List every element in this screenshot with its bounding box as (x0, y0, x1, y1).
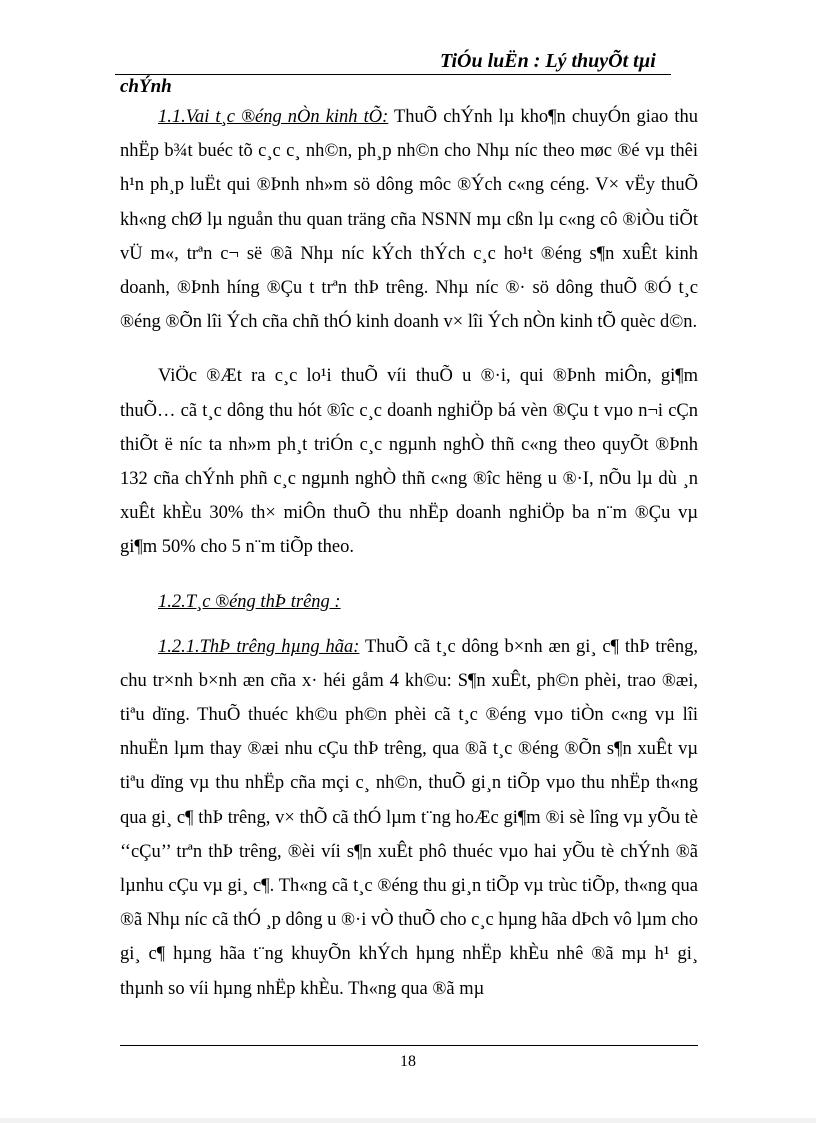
running-header-title: TiÓu luËn : Lý thuyÕt tµi (440, 50, 656, 72)
section-heading-1-2: 1.2.T¸c ®éng thÞ trêng : (158, 591, 341, 612)
page-bottom-band (0, 1118, 816, 1123)
paragraph-1-1 (120, 100, 698, 339)
paragraph-1-2-1-text: ThuÕ cã t¸c dông b×nh æn gi¸ c¶ thÞ trêng, chu tr×nh b×nh æn cña x· héi gåm 4 kh©u: S¶n xuÊt, ph©n phèi, trao ®æi, tiªu dïng. ThuÕ thuéc kh©u ph©n phèi cã t¸c ®éng vµo tiÒn c«ng vµ lîi nhuËn lµm thay ®æi nhu cÇu thÞ trêng, qua ®ã t¸c ®éng ®Õn s¶n xuÊt vµ tiªu dïng vµ thu nhËp cña mçi c¸ nh©n, thuÕ gi¸n tiÕp vµo thu nhËp th«ng qua gi¸ c¶ thÞ trêng, v× thÕ cã thÓ lµm t¨ng hoÆc gi¶m ®i sè lîng vµ yÕu tè ‘‘cÇu’’ trªn thÞ trêng, ®èi víi s¶n xuÊt phô thuéc vµo hai yÕu tè chÝnh ®ã lµnhu cÇu vµ gi¸ c¶. Th«ng cã t¸c ®éng thu gi¸n tiÕp vµ trùc tiÕp, th«ng qua ®ã Nhµ níc cã thÓ ¸p dông u ®·i vÒ thuÕ cho c¸c hµng hãa dÞch vô lµm cho gi¸ c¶ hµng hãa t¨ng khuyÕn khÝch hµng nhËp khÈu nhê ®ã mµ h¹ gi¸ thµnh so víi hµng nhËp khÈu. Th«ng qua ®ã mµ (120, 636, 698, 999)
page-number: 18 (400, 1053, 416, 1070)
section-heading-1-2-1: 1.2.1.ThÞ trêng hµng hãa: (158, 636, 360, 657)
continued-word: chÝnh (120, 76, 172, 97)
body-text (120, 100, 698, 1026)
header-rule (115, 74, 671, 75)
section-heading-1-1: 1.1.Vai t¸c ®éng nÒn kinh tÕ: (158, 107, 389, 127)
paragraph-2: ViÖc ®Æt ra c¸c lo¹i thuÕ víi thuÕ u ®·i, qui ®Þnh miÔn, gi¶m thuÕ… cã t¸c dông thu hót ®îc c¸c doanh nghiÖp bá vèn ®Çu t vµo n¬i cÇn thiÕt ë níc ta nh»m ph¸t triÓn c¸c ngµnh nghÒ thñ c«ng theo quyÕt ®Þnh 132 cña chÝnh phñ c¸c ngµnh nghÒ thñ c«ng ®îc hëng u ®·I, nÕu lµ dù ¸n xuÊt khÈu 30% th× miÔn thuÕ thu nhËp doanh nghiÖp ba n¨m ®Çu vµ gi¶m 50% cho 5 n¨m tiÕp theo. (120, 366, 698, 558)
paragraph-1-2-1 (120, 630, 698, 1006)
footer-rule (120, 1045, 698, 1046)
paragraph-1-1-text: ThuÕ chÝnh lµ kho¶n chuyÓn giao thu nhËp b¾t buéc tõ c¸c c¸ nh©n, ph¸p nh©n cho Nhµ níc theo møc ®é vµ thêi h¹n ph¸p luËt qui ®Þnh nh»m sö dông môc ®Ých c«ng céng. V× vËy thuÕ kh«ng chØ lµ nguån thu quan träng cña NSNN mµ cßn lµ c«ng cô ®iÒu tiÕt vÜ m«, trªn c¬ së ®ã Nhµ níc kÝch thÝch c¸c ho¹t ®éng s¶n xuÊt kinh doanh, ®Þnh híng ®Çu t trªn thÞ trêng. Nhµ níc ®· sö dông thuÕ ®Ó t¸c ®éng ®Õn lîi Ých cña chñ thÓ kinh doanh v× lîi Ých nÒn kinh tÕ quèc d©n. (120, 107, 698, 333)
